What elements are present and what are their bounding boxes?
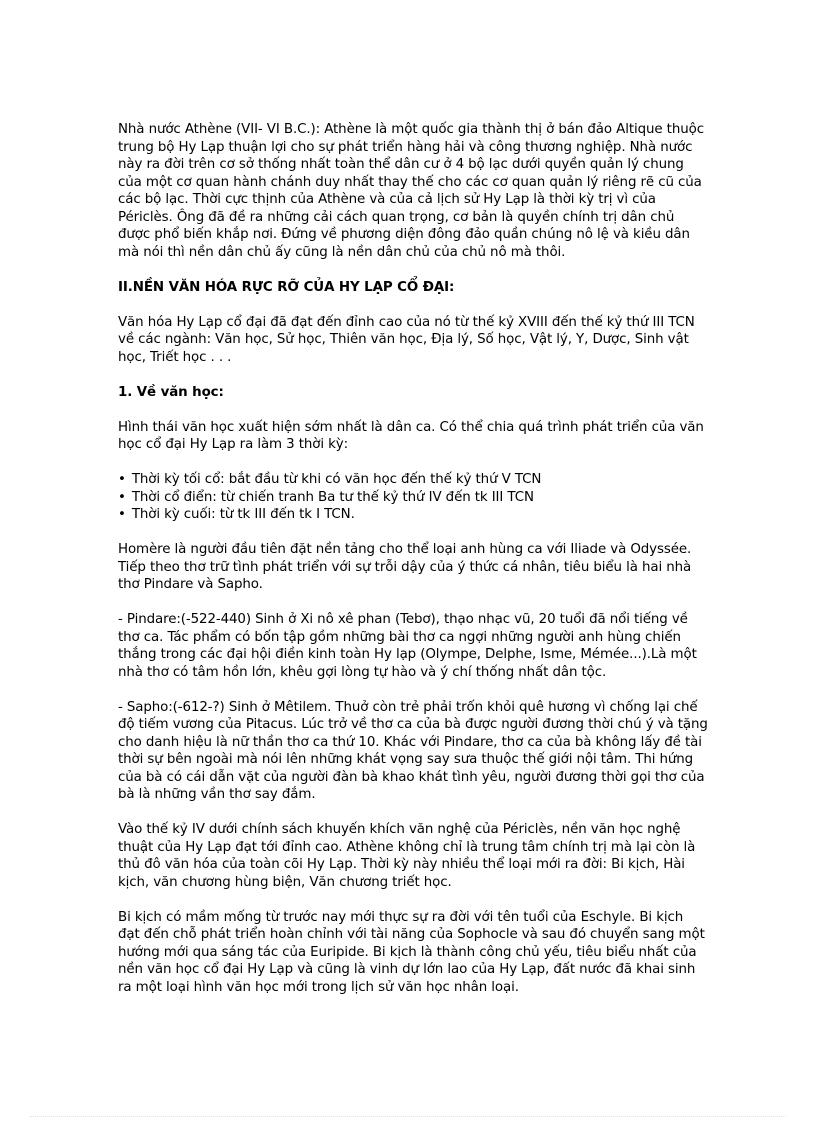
paragraph-athens: Nhà nước Athène (VII- VI B.C.): Athène là một quốc gia thành thị ở bán đảo Altique thuộc trung bộ Hy Lạp thuận lợi cho sự phát triển hàng hải và công thương nghiệp. Nhà nước này ra đời trên cơ sở thống nhất toàn thể dân cư ở 4 bộ lạc dưới quyền quản lý chung của một cơ quan hành chánh duy nhất thay thế cho các cơ quan quản lý riêng rẽ cũ của các bộ lạc. Thời cực thịnh của Athène và của cả lịch sử Hy Lạp là thời kỳ trị vì của Périclès. Ông đã đề ra những cải cách quan trọng, cơ bản là quyền chính trị dân chủ được phổ biến khắp nơi. Đứng về phương diện đông đảo quần chúng nô lệ và kiều dân mà nói thì nền dân chủ ấy cũng là nền dân chủ của chủ nô mà thôi.: [118, 122, 704, 260]
paragraph-culture-intro: Văn hóa Hy Lạp cổ đại đã đạt đến đỉnh cao của nó từ thế kỷ XVIII đến thế kỷ thứ III TCN về các ngành: Văn học, Sử học, Thiên văn học, Địa lý, Số học, Vật lý, Y, Dược, Sinh vật học, Triết học . . .: [118, 314, 695, 365]
paragraph-homer: Homère là người đầu tiên đặt nền tảng cho thể loại anh hùng ca với Iliade và Odyssée. Tiếp theo thơ trữ tình phát triển với sự trỗi dậy của ý thức cá nhân, tiêu biểu là hai nhà thơ Pindare và Sapho.: [118, 542, 692, 592]
paragraph-fourth-century: Vào thế kỷ IV dưới chính sách khuyến khích văn nghệ của Périclès, nền văn học nghệ thuật của Hy Lạp đạt tới đỉnh cao. Athène không chỉ là trung tâm chính trị mà lại còn là thủ đô văn hóa của toàn cõi Hy Lạp. Thời kỳ này nhiều thể loại mới ra đời: Bi kịch, Hài kịch, văn chương hùng biện, Văn chương triết học.: [118, 822, 696, 890]
paragraph-literature-intro: Hình thái văn học xuất hiện sớm nhất là dân ca. Có thể chia quá trình phát triển của văn học cổ đại Hy Lạp ra làm 3 thời kỳ:: [118, 419, 704, 452]
periods-list: [118, 471, 708, 524]
paragraph-tragedy: Bi kịch có mầm mống từ trước nay mới thực sự ra đời với tên tuổi của Eschyle. Bi kịch đạt đến chỗ phát triển hoàn chỉnh với tài năng của Sophocle và sau đó chuyển sang một hướng mới qua sáng tác của Euripide. Bi kịch là thành công chủ yếu, tiêu biểu nhất của nền văn học cổ đại Hy Lạp và cũng là vinh dự lớn lao của Hy Lạp, đất nước đã khai sinh ra một loại hình văn học mới trong lịch sử văn học nhân loại.: [118, 909, 705, 995]
paragraph-sapho: - Sapho:(-612-?) Sinh ở Mêtilem. Thuở còn trẻ phải trốn khỏi quê hương vì chống lại chế độ tiếm vương của Pitacus. Lúc trở về thơ ca của bà được người đương thời chú ý và tặng cho danh hiệu là nữ thần thơ ca thứ 10. Khác với Pindare, thơ ca của bà không lấy đề tài thời sự bên ngoài mà nói lên những khát vọng say sưa thuộc thế giới nội tâm. Thi hứng của bà có cái dẫn vặt của người đàn bà khao khát tình yêu, người đương thời gọi thơ của bà là những vần thơ say đắm.: [118, 699, 708, 802]
list-item: • Thời kỳ tối cổ: bắt đầu từ khi có văn học đến thế kỷ thứ V TCN: [118, 471, 708, 489]
document-page: [118, 121, 708, 996]
page-bottom-rule: [30, 1116, 786, 1117]
paragraph-pindare: - Pindare:(-522-440) Sinh ở Xi nô xê phan (Tebơ), thạo nhạc vũ, 20 tuổi đã nổi tiếng về thơ ca. Tác phẩm có bốn tập gồm những bài thơ ca ngợi những người anh hùng chiến thắng trong các đại hội điền kinh toàn Hy lạp (Olympe, Delphe, Isme, Mémée...).Là một nhà thơ có tâm hồn lớn, khêu gợi lòng tự hào và ý chí thống nhất dân tộc.: [118, 612, 697, 680]
list-item: • Thời cổ điển: từ chiến tranh Ba tư thế kỷ thứ IV đến tk III TCN: [118, 489, 708, 507]
heading-literature: 1. Về văn học:: [118, 384, 224, 400]
list-item: • Thời kỳ cuối: từ tk III đến tk I TCN.: [118, 506, 708, 524]
heading-section-ii: II.NỀN VĂN HÓA RỰC RỠ CỦA HY LẠP CỔ ĐẠI:: [118, 279, 455, 295]
